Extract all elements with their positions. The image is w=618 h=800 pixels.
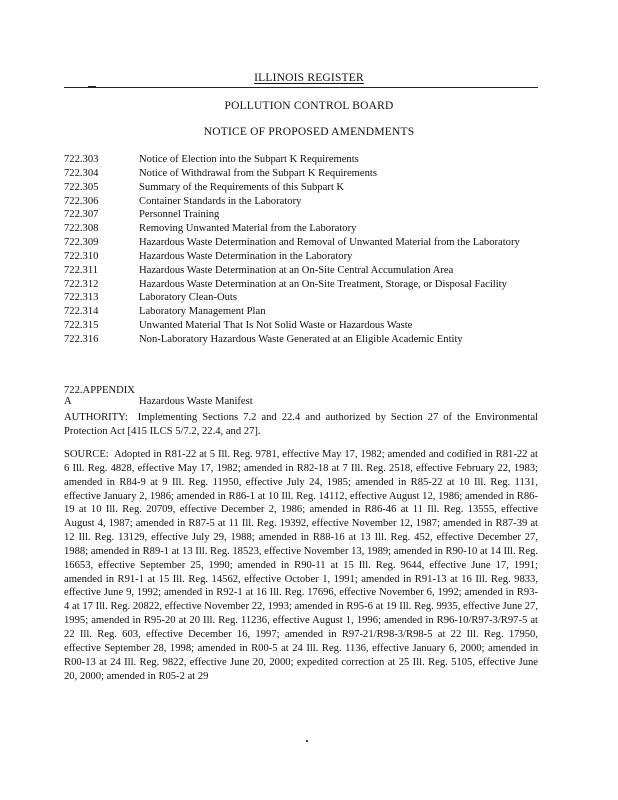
section-title: Unwanted Material That Is Not Solid Waste or Hazardous Waste bbox=[139, 320, 413, 332]
section-title: Notice of Withdrawal from the Subpart K Requirements bbox=[139, 167, 377, 179]
section-number: 722.307 bbox=[64, 209, 99, 221]
section-list-item bbox=[64, 153, 534, 167]
section-title: Removing Unwanted Material from the Laboratory bbox=[139, 223, 357, 235]
section-title: Personnel Training bbox=[139, 209, 220, 221]
section-list-item bbox=[64, 222, 534, 236]
section-title: Hazardous Waste Determination at an On-Site Treatment, Storage, or Disposal Facility bbox=[139, 278, 507, 290]
appendix-title: Hazardous Waste Manifest bbox=[139, 396, 253, 407]
section-list-item bbox=[64, 195, 534, 209]
section-number: 722.309 bbox=[64, 237, 99, 249]
authority-paragraph bbox=[64, 411, 538, 439]
section-number: 722.305 bbox=[64, 181, 99, 193]
section-list-item bbox=[64, 291, 534, 305]
source-text: Adopted in R81-22 at 5 Ill. Reg. 9781, effective May 17, 1982; amended and codified in R81-22 at 6 Ill. Reg. 4828, effective May 17, 1982; amended in R82-18 at 7 Ill. Reg. 2518, effective February 22, 1983; amended in R84-9 at 9 Ill. Reg. 11950, effective July 24, 1985; amended in R85-22 at 10 Ill. Reg. 1131, effective January 2, 1986; amended in R86-1 at 10 Ill. Reg. 14112, effective August 12, 1986; amended in R86-19 at 10 Ill. Reg. 20709, effective December 2, 1986; amended in R86-46 at 11 Ill. Reg. 13555, effective August 4, 1987; amended in R87-5 at 11 Ill. Reg. 19392, effective November 12, 1987; amended in R87-39 at 12 Ill. Reg. 13129, effective July 29, 1988; amended in R88-16 at 13 Ill. Reg. 452, effective December 27, 1988; amended in R89-1 at 13 Ill. Reg. 18523, effective November 13, 1989; amended in R90-10 at 14 Ill. Reg. 16653, effective September 25, 1990; amended in R90-11 at 15 Ill. Reg. 9644, effective June 17, 1991; amended in R91-1 at 15 Ill. Reg. 14562, effective October 1, 1991; amended in R91-13 at 16 Ill. Reg. 9833, effective June 9, 1992; amended in R92-1 at 16 Ill. Reg. 17696, effective November 6, 1992; amended in R93-4 at 17 Ill. Reg. 20822, effective November 22, 1993; amended in R95-6 at 19 Ill. Reg. 9935, effective June 27, 1995; amended in R95-20 at 20 Ill. Reg. 11236, effective August 1, 1996; amended in R96-10/R97-3/R97-5 at 22 Ill. Reg. 603, effective December 16, 1997; amended in R97-21/R98-3/R98-5 at 22 Ill. Reg. 17950, effective September 28, 1998; amended in R00-5 at 24 Ill. Reg. 1136, effective January 6, 2000; amended in R00-13 at 24 Ill. Reg. 9822, effective June 20, 2000; expedited correction at 25 Ill. Reg. 5105, effective June 20, 2000; amended in R05-2 at 29 bbox=[64, 449, 538, 682]
page-mark bbox=[306, 740, 308, 742]
section-number: 722.308 bbox=[64, 223, 99, 235]
section-list-item bbox=[64, 250, 534, 264]
section-title: Container Standards in the Laboratory bbox=[139, 195, 302, 207]
section-number: 722.311 bbox=[64, 264, 99, 276]
board-title: POLLUTION CONTROL BOARD bbox=[224, 100, 394, 112]
section-title: Hazardous Waste Determination in the Laboratory bbox=[139, 250, 353, 262]
section-number: 722.306 bbox=[64, 195, 99, 207]
section-list-item bbox=[64, 333, 534, 347]
section-title: Laboratory Clean-Outs bbox=[139, 292, 237, 304]
section-number: 722.312 bbox=[64, 278, 99, 290]
section-title: Non-Laboratory Hazardous Waste Generated at an Eligible Academic Entity bbox=[139, 333, 463, 345]
section-list bbox=[64, 153, 534, 347]
authority-label: AUTHORITY: bbox=[64, 412, 128, 423]
header-rule bbox=[64, 87, 538, 88]
authority-text: Implementing Sections 7.2 and 22.4 and authorized by Section 27 of the Environmental Protection Act [415 ILCS 5/7.2, 22.4, and 27]. bbox=[64, 412, 539, 437]
section-list-item bbox=[64, 181, 534, 195]
appendix-number: 722.APPENDIX A bbox=[64, 385, 135, 407]
appendix-line bbox=[64, 385, 253, 407]
section-list-item bbox=[64, 264, 534, 278]
section-number: 722.304 bbox=[64, 167, 99, 179]
section-number: 722.303 bbox=[64, 154, 99, 165]
section-list-item bbox=[64, 208, 534, 222]
notice-title: NOTICE OF PROPOSED AMENDMENTS bbox=[203, 126, 415, 138]
source-paragraph bbox=[64, 448, 538, 683]
section-list-item bbox=[64, 319, 534, 333]
section-number: 722.310 bbox=[64, 250, 99, 262]
section-number: 722.313 bbox=[64, 292, 99, 304]
section-title: Hazardous Waste Determination at an On-Site Central Accumulation Area bbox=[139, 264, 454, 276]
section-number: 722.314 bbox=[64, 306, 99, 318]
section-list-item bbox=[64, 167, 534, 181]
section-list-item bbox=[64, 236, 534, 250]
section-list-item bbox=[64, 305, 534, 319]
section-number: 722.315 bbox=[64, 320, 99, 332]
register-title: ILLINOIS REGISTER bbox=[254, 72, 364, 84]
section-title: Laboratory Management Plan bbox=[139, 306, 266, 318]
section-title: Hazardous Waste Determination and Removal of Unwanted Material from the Laboratory bbox=[139, 237, 520, 249]
section-title: Summary of the Requirements of this Subpart K bbox=[139, 181, 345, 193]
section-list-item bbox=[64, 278, 534, 292]
source-label: SOURCE: bbox=[64, 449, 109, 460]
section-number: 722.316 bbox=[64, 333, 99, 345]
section-title: Notice of Election into the Subpart K Requirements bbox=[139, 154, 359, 165]
